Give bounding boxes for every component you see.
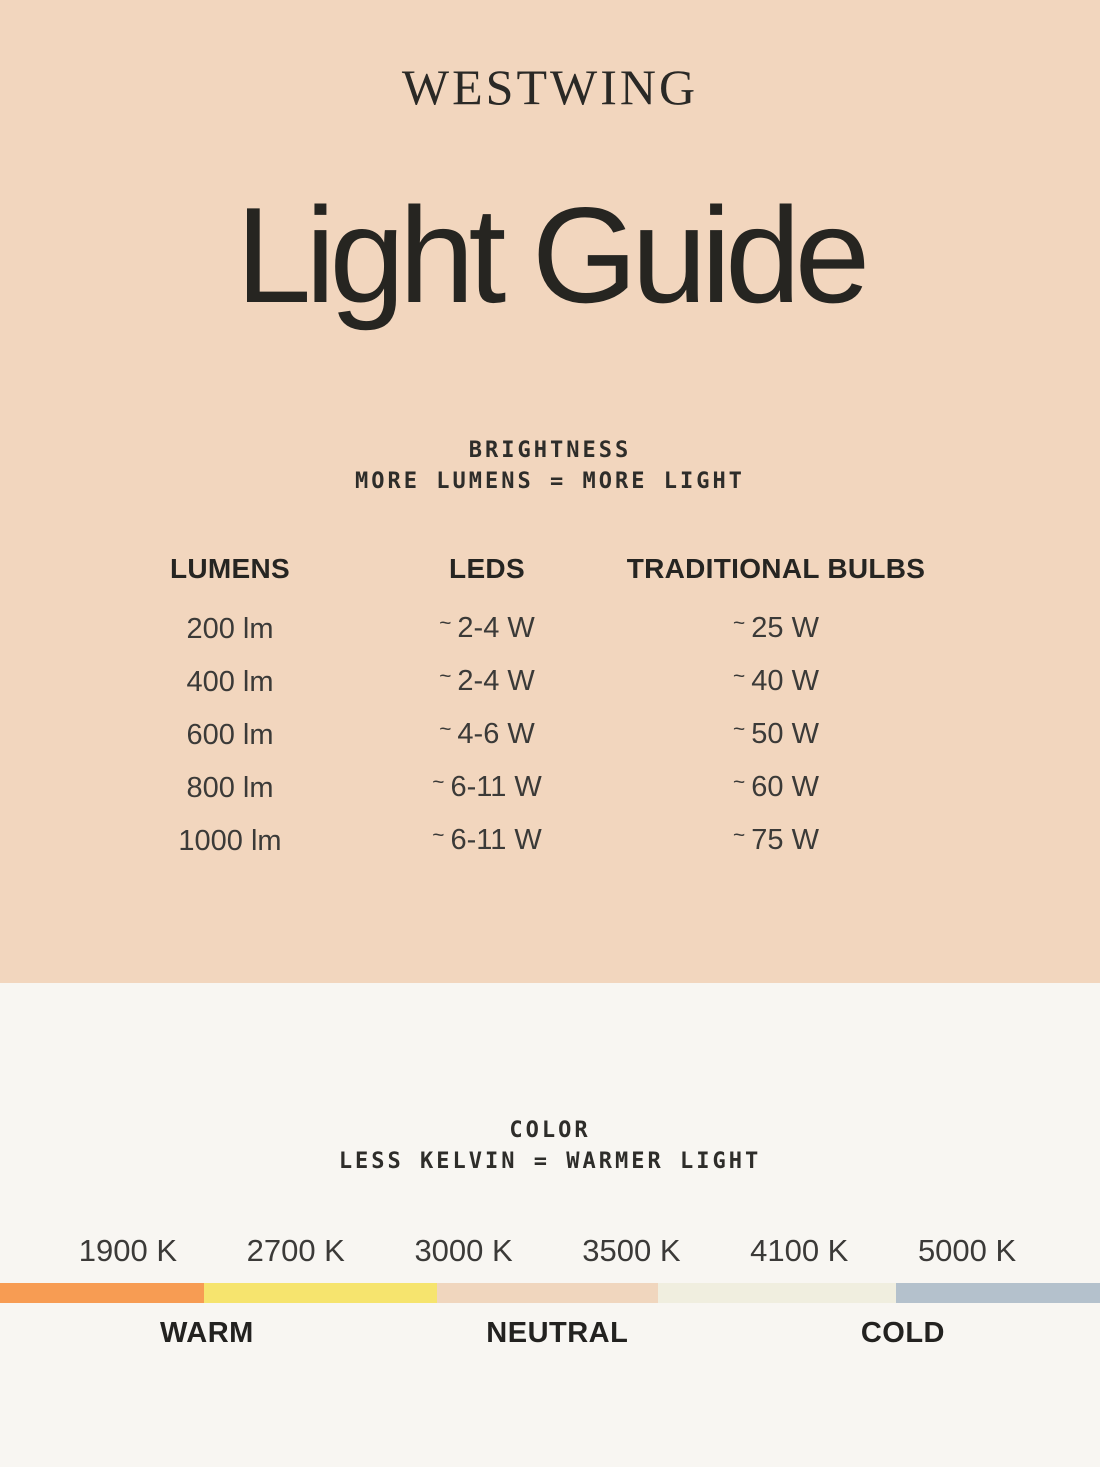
cold-label: COLD bbox=[860, 1317, 945, 1349]
bulbs-value bbox=[574, 761, 978, 816]
approx-tilde: ~ bbox=[733, 611, 746, 635]
brightness-subheading: MORE LUMENS = MORE LIGHT bbox=[355, 469, 745, 494]
bulbs-value bbox=[574, 655, 978, 710]
leds-watts: 2-4 W bbox=[457, 665, 535, 697]
kelvin-label: 2700 K bbox=[246, 1233, 345, 1268]
scale-segment-warm-orange bbox=[0, 1283, 204, 1303]
lumens-value: 400 lm bbox=[186, 666, 274, 698]
scale-segment-neutral-cream bbox=[658, 1283, 897, 1303]
leds-watts: 6-11 W bbox=[450, 771, 542, 803]
leds-value bbox=[400, 655, 574, 710]
bulbs-watts: 50 W bbox=[751, 718, 819, 750]
approx-tilde: ~ bbox=[733, 664, 746, 688]
leds-value bbox=[400, 602, 574, 657]
leds-value bbox=[400, 814, 574, 869]
lumens-value: 200 lm bbox=[186, 613, 274, 645]
lumens-value: 1000 lm bbox=[178, 825, 282, 857]
bulbs-watts: 75 W bbox=[751, 824, 819, 856]
leds-watts: 2-4 W bbox=[457, 612, 535, 644]
scale-segment-warm-yellow bbox=[204, 1283, 437, 1303]
temperature-labels-row bbox=[0, 1315, 1100, 1351]
scale-segment-cold-blue bbox=[896, 1283, 1100, 1303]
bulbs-watts: 25 W bbox=[751, 612, 819, 644]
bulbs-value bbox=[574, 814, 978, 869]
approx-tilde: ~ bbox=[439, 664, 452, 688]
westwing-logo: WESTWING bbox=[401, 59, 699, 115]
bulbs-watts: 60 W bbox=[751, 771, 819, 803]
kelvin-label: 5000 K bbox=[917, 1233, 1017, 1268]
bulbs-value bbox=[574, 708, 978, 763]
neutral-label: NEUTRAL bbox=[486, 1317, 629, 1349]
kelvin-labels-row bbox=[44, 1233, 1051, 1269]
table-body bbox=[0, 602, 1100, 867]
color-temperature-scale bbox=[0, 1283, 1100, 1303]
leds-watts: 4-6 W bbox=[457, 718, 535, 750]
brightness-heading-block bbox=[0, 435, 1100, 497]
page-title: Light Guide bbox=[235, 179, 865, 331]
column-header-leds: LEDS bbox=[449, 553, 525, 584]
table-row bbox=[0, 655, 1100, 708]
color-subheading: LESS KELVIN = WARMER LIGHT bbox=[338, 1149, 762, 1174]
color-heading: COLOR bbox=[509, 1118, 591, 1143]
kelvin-label: 3500 K bbox=[582, 1233, 681, 1268]
brightness-heading: BRIGHTNESS bbox=[468, 438, 632, 463]
bulbs-value bbox=[574, 602, 978, 657]
kelvin-label: 4100 K bbox=[750, 1233, 849, 1268]
approx-tilde: ~ bbox=[432, 770, 445, 794]
bulbs-watts: 40 W bbox=[751, 665, 819, 697]
approx-tilde: ~ bbox=[733, 823, 746, 847]
table-row bbox=[0, 761, 1100, 814]
lumens-value: 600 lm bbox=[186, 719, 274, 751]
leds-value bbox=[400, 708, 574, 763]
column-header-lumens: LUMENS bbox=[169, 553, 291, 584]
lumens-conversion-table bbox=[0, 552, 1100, 867]
column-header-bulbs: TRADITIONAL BULBS bbox=[626, 553, 926, 584]
table-row bbox=[0, 814, 1100, 867]
lumens-value: 800 lm bbox=[186, 772, 274, 804]
kelvin-label: 1900 K bbox=[78, 1233, 178, 1268]
scale-segment-neutral-peach bbox=[437, 1283, 658, 1303]
kelvin-label: 3000 K bbox=[414, 1233, 513, 1268]
leds-value bbox=[400, 761, 574, 816]
table-row bbox=[0, 602, 1100, 655]
color-heading-block bbox=[0, 1115, 1100, 1177]
approx-tilde: ~ bbox=[432, 823, 445, 847]
approx-tilde: ~ bbox=[439, 717, 452, 741]
table-header-row bbox=[0, 552, 1100, 586]
warm-label: WARM bbox=[160, 1317, 254, 1349]
table-row bbox=[0, 708, 1100, 761]
approx-tilde: ~ bbox=[733, 717, 746, 741]
leds-watts: 6-11 W bbox=[450, 824, 542, 856]
color-temperature-panel bbox=[0, 983, 1100, 1467]
approx-tilde: ~ bbox=[439, 611, 452, 635]
approx-tilde: ~ bbox=[733, 770, 746, 794]
